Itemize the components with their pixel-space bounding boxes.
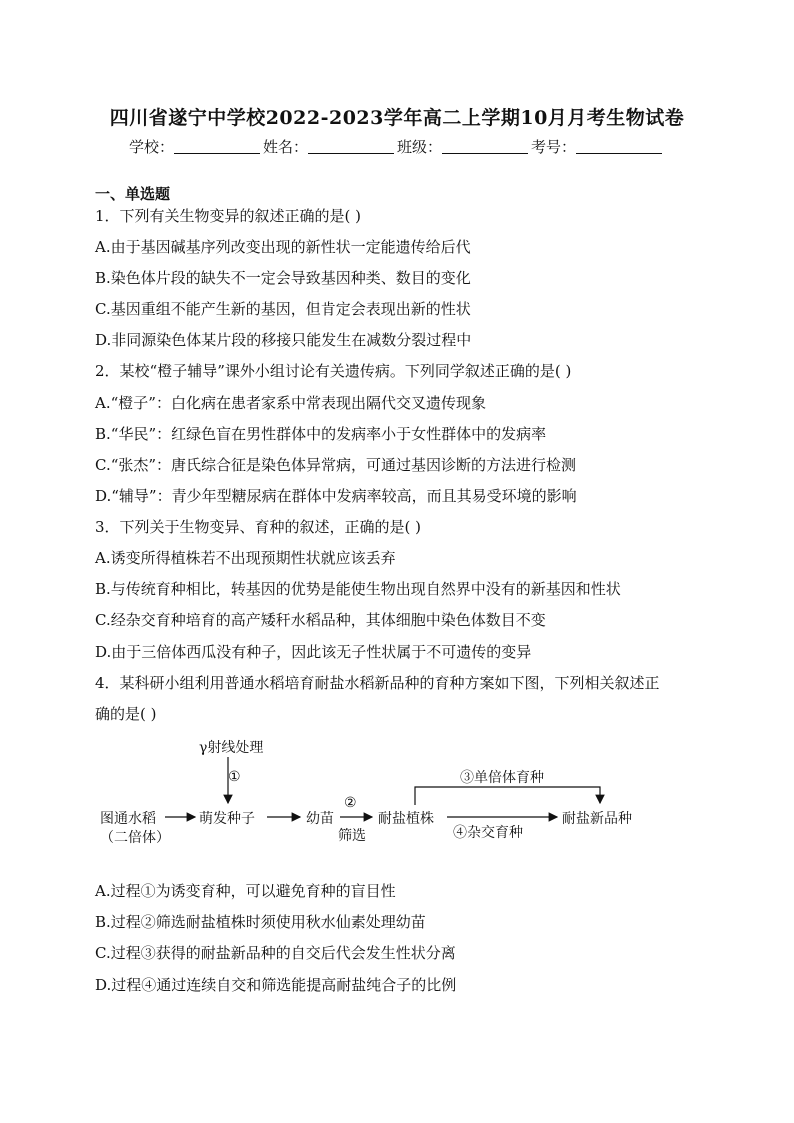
school-label: 学校： <box>128 138 174 156</box>
question-3-option-a: A.诱变所得植株若不出现预期性状就应该丢弃 <box>95 549 396 567</box>
question-1-option-a: A.由于基因碱基序列改变出现的新性状一定能遗传给后代 <box>95 238 471 256</box>
diploid-label: （二倍体） <box>100 830 170 846</box>
new-variety-label: 耐盐新品种 <box>562 811 632 827</box>
school-blank[interactable] <box>174 139 260 154</box>
section-heading: 一、单选题 <box>95 185 171 203</box>
class-blank[interactable] <box>442 139 528 154</box>
question-4-option-c: C.过程③获得的耐盐新品种的自交后代会发生性状分离 <box>95 944 456 962</box>
question-4-stem-line1: 4．某科研小组利用普通水稻培育耐盐水稻新品种的育种方案如下图，下列相关叙述正 <box>95 674 660 692</box>
question-2-option-b: B.“华民”：红绿色盲在男性群体中的发病率小于女性群体中的发病率 <box>95 425 547 443</box>
question-1-option-c: C.基因重组不能产生新的基因，但肯定会表现出新的性状 <box>95 300 471 318</box>
page-title: 四川省遂宁中学校2022-2023学年高二上学期10月月考生物试卷 <box>109 107 685 129</box>
gamma-label: γ射线处理 <box>199 740 264 756</box>
question-3-option-c: C.经杂交育种培育的高产矮秆水稻品种，其体细胞中染色体数目不变 <box>95 611 546 629</box>
question-2-option-a: A.“橙子”：白化病在患者家系中常表现出隔代交叉遗传现象 <box>95 394 486 412</box>
question-3-option-d: D.由于三倍体西瓜没有种子，因此该无子性状属于不可遗传的变异 <box>95 643 532 661</box>
number-label: 考号： <box>531 138 577 156</box>
normal-rice-label: 图通水稻 <box>100 811 156 827</box>
step-1-label: ① <box>228 769 241 785</box>
step-4-label: ④杂交育种 <box>453 825 523 841</box>
question-4-option-b: B.过程②筛选耐盐植株时须使用秋水仙素处理幼苗 <box>95 913 426 931</box>
salt-plant-label: 耐盐植株 <box>378 811 434 827</box>
question-3-option-b: B.与传统育种相比，转基因的优势是能使生物出现自然界中没有的新基因和性状 <box>95 580 621 598</box>
breeding-flow-diagram <box>95 735 715 855</box>
number-blank[interactable] <box>576 139 662 154</box>
question-4-stem-line2: 确的是( ) <box>95 705 157 723</box>
seedling-label: 幼苗 <box>306 811 334 827</box>
class-label: 班级： <box>397 138 443 156</box>
step-3-label: ③单倍体育种 <box>460 770 544 786</box>
question-1-option-d: D.非同源染色体某片段的移接只能发生在减数分裂过程中 <box>95 331 472 349</box>
step-2-label: ② <box>344 795 357 811</box>
name-label: 姓名： <box>262 138 308 156</box>
question-1-stem: 1．下列有关生物变异的叙述正确的是( ) <box>95 207 362 225</box>
question-1-option-b: B.染色体片段的缺失不一定会导致基因种类、数目的变化 <box>95 269 471 287</box>
question-2-option-d: D.“辅导”：青少年型糖尿病在群体中发病率较高，而且其易受环境的影响 <box>95 487 577 505</box>
question-4-option-a: A.过程①为诱变育种，可以避免育种的盲目性 <box>95 882 396 900</box>
diagram-arrows <box>95 735 715 855</box>
question-3-stem: 3．下列关于生物变异、育种的叙述，正确的是( ) <box>95 518 422 536</box>
seed-label: 萌发种子 <box>199 811 255 827</box>
student-info-row <box>0 136 794 157</box>
screen-label: 筛选 <box>338 828 366 844</box>
name-blank[interactable] <box>308 139 394 154</box>
question-4-option-d: D.过程④通过连续自交和筛选能提高耐盐纯合子的比例 <box>95 976 457 994</box>
question-2-stem: 2．某校“橙子辅导”课外小组讨论有关遗传病。下列同学叙述正确的是( ) <box>95 362 572 380</box>
question-2-option-c: C.“张杰”：唐氏综合征是染色体异常病，可通过基因诊断的方法进行检测 <box>95 456 577 474</box>
arrow-haploid-breeding <box>415 787 600 805</box>
